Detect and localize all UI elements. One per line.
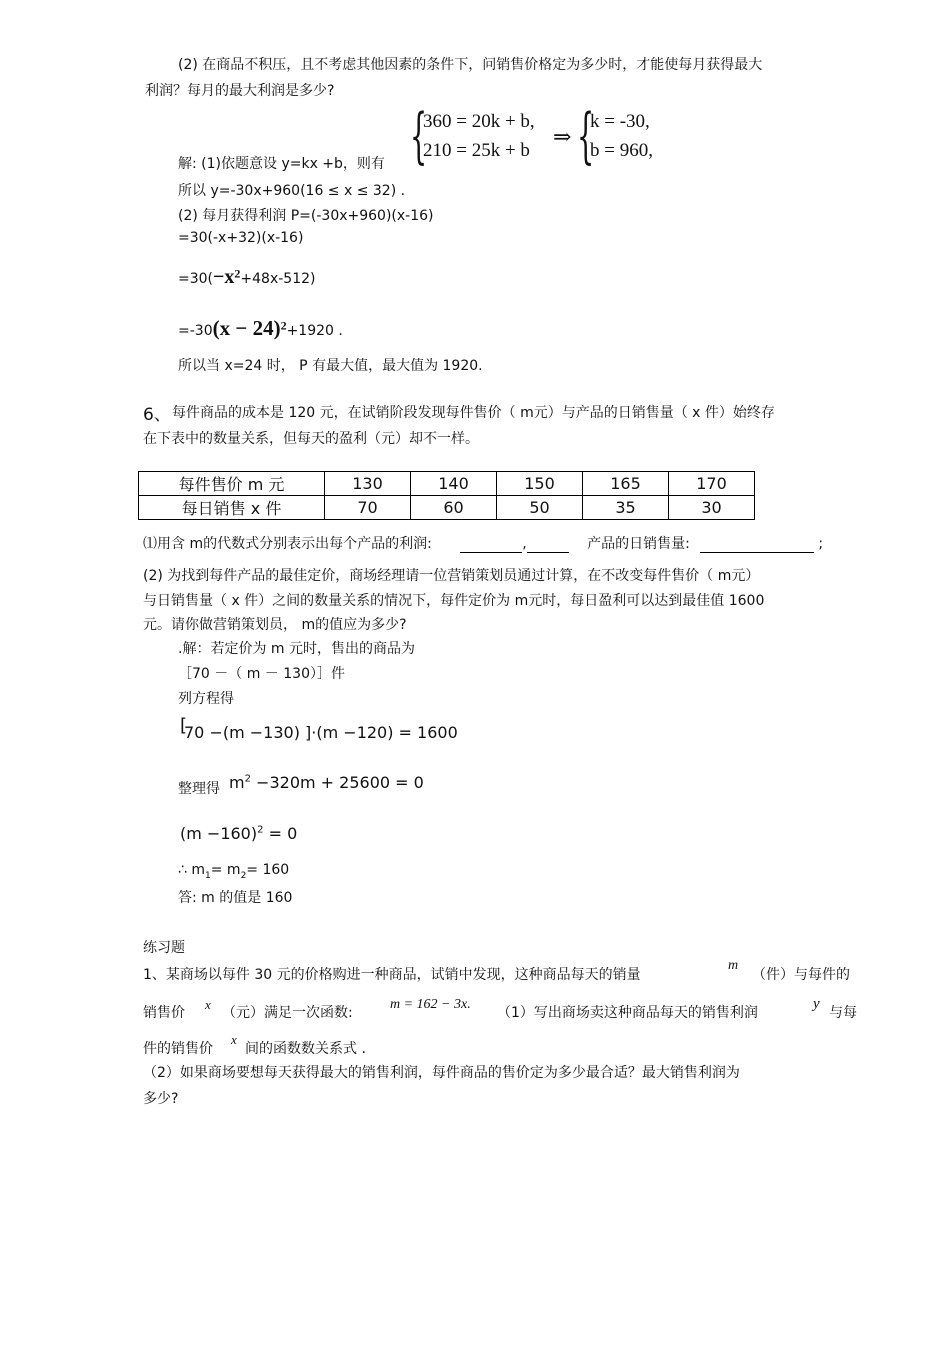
practice1-line1-end: （件）与每件的 xyxy=(752,967,850,983)
equation-1 xyxy=(180,715,458,742)
sol6-exp: 2 xyxy=(280,318,287,333)
answer-blank-profit-2[interactable] xyxy=(527,552,569,553)
table-cell: 165 xyxy=(583,472,669,496)
sol5-math: −x xyxy=(213,266,235,288)
eq2-rest: −320m + 25600 = 0 xyxy=(250,773,424,792)
eq1-body: 70 −(m −130) ]·(m −120) = 1600 xyxy=(184,723,458,742)
eq3-base: (m −160) xyxy=(180,824,258,843)
price-sales-table xyxy=(138,471,755,520)
sol6-post: +1920 . xyxy=(286,323,343,339)
table-cell: 60 xyxy=(411,496,497,520)
eq3-rest: = 0 xyxy=(263,824,298,843)
question6-number: 6、 xyxy=(143,405,171,425)
left-brace: { xyxy=(410,101,428,171)
solution-line3: (2) 每月获得利润 P=(-30x+960)(x-16) xyxy=(178,208,434,224)
eq2-exp: 2 xyxy=(244,773,251,785)
eq4-c: = 160 xyxy=(246,862,290,878)
q6-solution-line3: 列方程得 xyxy=(178,691,234,707)
eq4-a: ∴ m xyxy=(178,862,205,878)
table-cell: 50 xyxy=(497,496,583,520)
table-cell: 150 xyxy=(497,472,583,496)
eq2-m: m xyxy=(229,773,245,792)
practice1-line2c: （1）写出商场卖这种商品每天的销售利润 xyxy=(497,1005,758,1021)
practice1-var-x: x xyxy=(205,997,211,1012)
table-cell: 30 xyxy=(669,496,755,520)
q6p1-text-b: 产品的日销售量: xyxy=(587,536,690,552)
system-eq2: 210 = 25k + b xyxy=(423,140,530,161)
system-eq1: 360 = 20k + b, xyxy=(423,111,535,132)
practice1-line3b: 间的函数数关系式 . xyxy=(245,1041,366,1057)
sol6-math: (x − 24) xyxy=(212,316,281,340)
sol5-exp: 2 xyxy=(234,266,241,281)
practice1-line3a: 件的销售价 xyxy=(143,1041,213,1057)
solution-line7: 所以当 x=24 时， P 有最大值，最大值为 1920. xyxy=(178,358,483,374)
practice1-function: m = 162 − 3x. xyxy=(390,997,471,1012)
table-cell: 35 xyxy=(583,496,669,520)
question6-part2-line1: (2) 为找到每件产品的最佳定价，商场经理请一位营销策划员通过计算，在不改变每件售价（ m元） xyxy=(143,568,760,584)
right-brace: { xyxy=(577,101,595,171)
question-part2-line1: (2) 在商品不积压，且不考虑其他因素的条件下，问销售价格定为多少时，才能使每月获得最大 xyxy=(178,57,763,73)
solution-line5 xyxy=(178,266,316,289)
system-sol-k: k = -30, xyxy=(590,111,650,132)
equation-4 xyxy=(178,862,289,881)
eq4-sub2: 2 xyxy=(240,870,247,881)
practice1-line5: 多少? xyxy=(143,1091,179,1107)
solution-line4: =30(-x+32)(x-16) xyxy=(178,230,304,246)
answer-blank-sales[interactable] xyxy=(700,552,814,553)
equation-2-label: 整理得 xyxy=(178,781,220,797)
q6p1-text-a: ⑴用含 m的代数式分别表示出每个产品的利润: xyxy=(143,536,432,552)
practice1-line2d: 与每 xyxy=(829,1005,857,1021)
solution-line1: 解: (1)依题意设 y=kx +b，则有 xyxy=(178,156,385,172)
question6-line2: 在下表中的数量关系，但每天的盈利（元）却不一样。 xyxy=(143,431,479,447)
equation-3 xyxy=(180,824,297,843)
sol5-pre: =30( xyxy=(178,271,214,287)
system-sol-b: b = 960, xyxy=(590,140,653,161)
practice1-var-m: m xyxy=(728,958,739,973)
eq4-sub1: 1 xyxy=(205,870,211,881)
table-row xyxy=(139,472,755,496)
eq3-exp: 2 xyxy=(257,824,264,836)
question6-part2-line2: 与日销售量（ x 件）之间的数量关系的情况下，每件定价为 m元时，每日盈利可以达到最佳值 1600 xyxy=(143,593,765,609)
table-cell: 130 xyxy=(325,472,411,496)
question6-part1 xyxy=(143,533,823,553)
answer-blank-profit[interactable] xyxy=(460,552,522,553)
table-cell: 140 xyxy=(411,472,497,496)
table-row-label: 每日销售 x 件 xyxy=(139,496,325,520)
question6-part2-line3: 元。请你做营销策划员， m的值应为多少? xyxy=(143,617,407,633)
practice1-line2b: （元）满足一次函数: xyxy=(222,1005,353,1021)
table-row xyxy=(139,496,755,520)
practice1-line4: （2）如果商场要想每天获得最大的销售利润，每件商品的售价定为多少最合适？最大销售利润为 xyxy=(143,1065,740,1081)
eq4-b: = m xyxy=(210,862,241,878)
question-part2-line2: 利润？每月的最大利润是多少? xyxy=(145,83,335,99)
table-cell: 170 xyxy=(669,472,755,496)
implies-arrow: ⇒ xyxy=(553,124,572,149)
q6-answer: 答: m 的值是 160 xyxy=(178,890,293,906)
table-cell: 70 xyxy=(325,496,411,520)
practice-title: 练习题 xyxy=(143,940,185,956)
q6p1-end: ; xyxy=(818,536,824,552)
table-row-label: 每件售价 m 元 xyxy=(139,472,325,496)
q6-solution-line2: ［70 －（ m － 130）］件 xyxy=(178,666,345,682)
eq1-bracket: [ xyxy=(180,715,188,736)
sol5-post: +48x-512) xyxy=(240,271,316,287)
solution-line2: 所以 y=-30x+960(16 ≤ x ≤ 32) . xyxy=(178,183,406,199)
question6-line1: 每件商品的成本是 120 元，在试销阶段发现每件售价（ m元）与产品的日销售量（ x 件）始终存 xyxy=(172,405,775,421)
practice1-var-y: y xyxy=(813,996,820,1012)
equation-2 xyxy=(229,773,424,792)
practice1-line2a: 销售价 xyxy=(143,1005,185,1021)
sol6-pre: =-30 xyxy=(178,323,213,339)
solution-line6 xyxy=(178,316,343,341)
q6-solution-line1: .解：若定价为 m 元时，售出的商品为 xyxy=(178,641,415,657)
q6p1-comma: , xyxy=(522,536,527,552)
practice1-var-x2: x xyxy=(231,1032,237,1047)
practice1-line1: 1、某商场以每件 30 元的价格购进一种商品，试销中发现，这种商品每天的销量 xyxy=(143,967,641,983)
